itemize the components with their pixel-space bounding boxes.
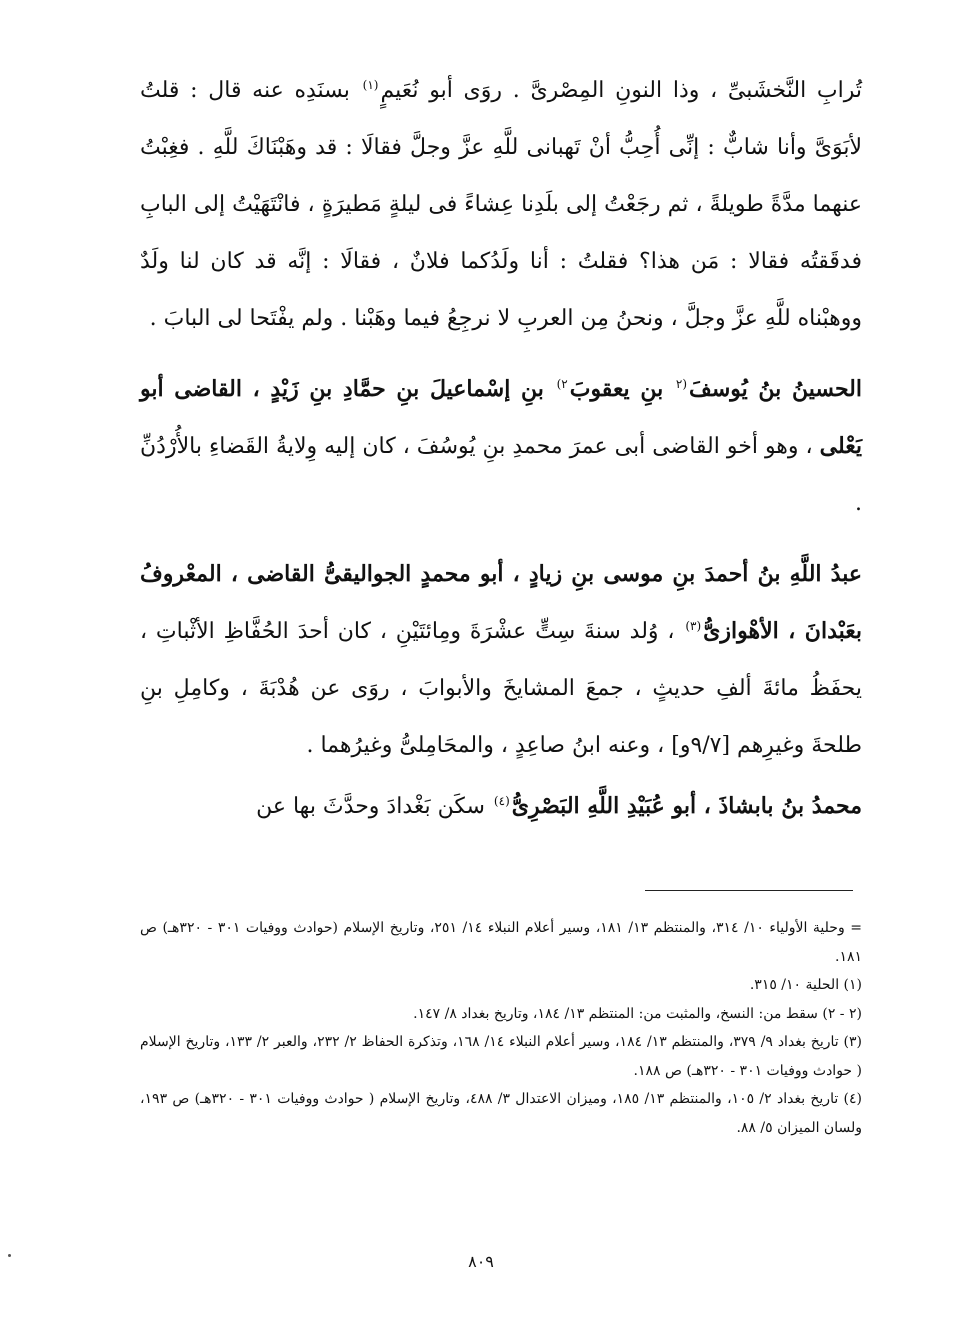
p1-text-a: تُرابِ النَّخشَبىِّ ، وذا النونِ المِصْرىَّ . روَى أبو نُعَيمٍ [380,78,862,103]
main-text [140,62,862,835]
footnote-ref-1[interactable]: (١) [362,77,379,92]
footnote-continuation: = وحلية الأولياء ١٠/ ٣١٤، والمنتظم ١٣/ ١٨١، وسير أعلام النبلاء ١٤/ ٢٥١، وتاريخ الإسلام (حوادث ووفيات ٣٠١ - ٣٢٠هـ) ص ١٨١. [140,920,862,965]
paragraph-1 [140,62,862,347]
entry-heading-al-husayn-c: بنِ إسْماعيلَ بنِ حمَّادِ بنِ زَيْدٍ ، القاضى أبو يَعْلى [140,376,862,459]
footnote-ref-2-close[interactable]: ٢) [556,376,568,391]
entry-body-muhammad: سكَن بَغْدادَ وحدَّثَ بها عن [256,794,492,819]
footnote-ref-4[interactable]: (٤) [493,793,510,808]
footnotes [140,914,862,1142]
entry-heading-abdullah: عبدُ اللَّهِ بنُ أحمدَ بنِ موسى بنِ زيادٍ ، أبو محمدٍ الجواليقىُّ القاضى ، المعْروفُ بعَبْدانَ ، الأهْوازىُّ [140,561,863,644]
footnote-2: (٢ - ٢) سقط من: النسخ، والمثبت من: المنتظم ١٣/ ١٨٤، وتاريخ بغداد ٨/ ١٤٧. [413,1005,862,1022]
entry-heading-al-husayn-a: الحسينُ بنُ يُوسفَ [689,376,862,402]
entry-abdullah [140,546,862,774]
footnote-ref-2-open[interactable]: (٢ [675,376,688,391]
footnote-3: (٣) تاريخ بغداد ٩/ ٣٧٩، والمنتظم ١٣/ ١٨٤، وسير أعلام النبلاء ١٤/ ١٦٨، وتذكرة الحفاظ ٢/ ٢٣٢، والعبر ٢/ ١٣٣، وتاريخ الإسلام ( حوادث ووفيات ٣٠١ - ٣٢٠هـ) ص ١٨٨. [140,1034,862,1079]
entry-heading-muhammad: محمدُ بنُ بابشاذَ ، أبو عُبَيْدِ اللَّهِ البَصْرِىُّ [511,793,862,819]
footnote-4: (٤) تاريخ بغداد ٢/ ١٠٥، والمنتظم ١٣/ ١٨٥، وميزان الاعتدال ٣/ ٤٨٨، وتاريخ الإسلام ( حوادث ووفيات ٣٠١ - ٣٢٠هـ) ص ١٩٣، ولسان الميزان ٥/ ٨٨. [140,1091,862,1136]
entry-muhammad [140,778,862,835]
entry-body-al-husayn: ، وهو أخو القاضى أبى عمرَ محمدِ بنِ يُوسُفَ ، كان إليه وِلايةُ القَضاءِ بالأُرْدُنِّ . [140,434,862,516]
entry-al-husayn [140,361,862,532]
margin-speck [8,1254,11,1257]
entry-body-abdullah: ، وُلد سنةَ سِتٍّ عشْرَةَ ومِائتَيْنِ ، كان أحدَ الحُفَّاظِ الأثْباتِ ، يحفَظُ مائةَ ألفِ حديثٍ ، جمعَ المشايخَ والأبوابَ ، روَى عن هُدْبَةَ ، وكامِلِ بنِ طلحةَ وغيرِهم [٩/٧و] ، وعنه ابنُ صاعِدٍ ، والمحَامِلىُّ وغيرُهما . [140,619,862,758]
page-number: ٨٠٩ [468,1252,494,1271]
entry-heading-al-husayn-b: بنِ يعقوبَ [569,376,674,402]
footnote-separator [645,890,853,891]
p1-text-b: بسنَدِه عنه قال : قلتُ لأبَوَىَّ وأنا شابٌّ : إنِّى أُحِبُّ أنْ تَهبانى للَّهِ عزَّ وجلَّ فقالَا : قد وهَبْنَاكَ للَّهِ . فغِبْتُ عنهما مدَّةً طويلةً ، ثم رجَعْتُ إلى بلَدِنا عِشاءً فى ليلةٍ مَطيرَةٍ ، فانْتَهَيْتُ إلى البابِ فدقَقتُه فقالا : مَن هذا؟ فقلتُ : أنا ولَدُكما فلانٌ ، فقالَا : إنَّه قد كان لنا ولَدٌ ووهبْناه للَّهِ عزَّ وجلَّ ، ونحنُ مِن العربِ لا نرجِعُ فيما وهَبْنا . ولم يفْتَحا لى البابَ . [140,78,862,331]
footnote-1: (١) الحلية ١٠/ ٣١٥. [749,977,862,993]
footnote-ref-3[interactable]: (٣) [685,618,702,633]
